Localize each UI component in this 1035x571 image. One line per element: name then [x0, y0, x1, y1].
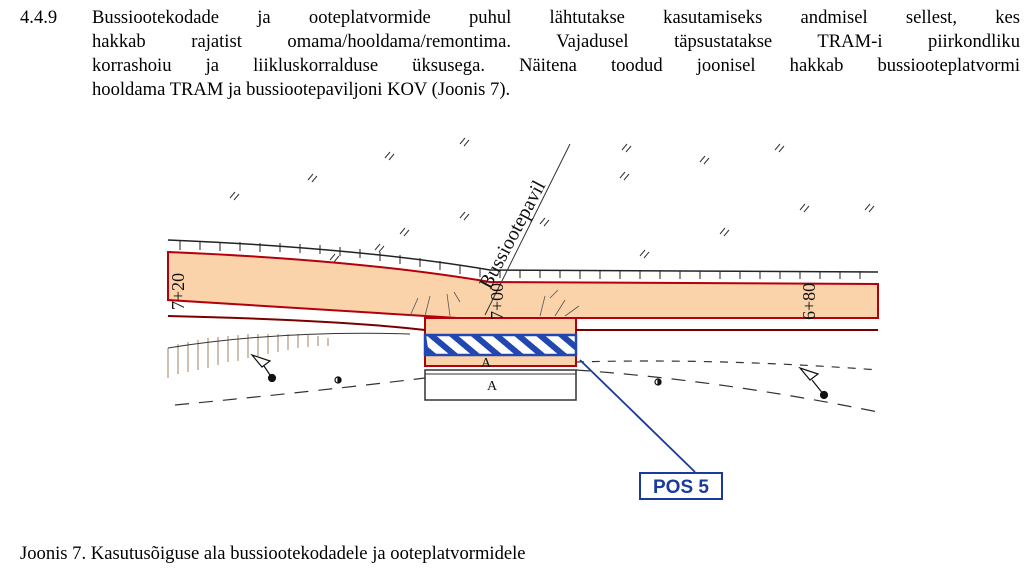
paragraph-text [92, 6, 1020, 102]
paragraph-line: hakkab rajatist omama/hooldama/remontima. Vajadusel täpsustatakse TRAM-i piirkondliku [92, 31, 1020, 52]
pavilion-label: Bussiootepavil [474, 177, 551, 293]
paragraph-line: korrashoiu ja liikluskorralduse üksusega. Näitena toodud joonisel hakkab bussiooteplatvormi [92, 55, 1020, 76]
bus-stop-drawing [160, 130, 880, 505]
chainage-left: 7+20 [168, 272, 188, 310]
chainage-right: 6+80 [799, 282, 819, 320]
callout-label: POS 5 [653, 477, 709, 498]
terrain-marks [230, 138, 874, 262]
paragraph-line: hooldama TRAM ja bussiootepaviljoni KOV (Joonis 7). [92, 79, 511, 100]
area-label-platform: A [481, 356, 492, 371]
figure-caption: Joonis 7. Kasutusõiguse ala bussiootekodadele ja ooteplatvormidele [20, 543, 526, 564]
chainage-center: 7+00 [487, 282, 507, 320]
section-number: 4.4.9 [20, 7, 58, 28]
road-band [168, 252, 878, 320]
hatched-platform [425, 335, 576, 355]
area-label-pavilion: A [487, 379, 498, 394]
paragraph-line: Bussiootekodade ja ooteplatvormide puhul lähtutakse kasutamiseks andmisel sellest, kes [92, 7, 1020, 28]
